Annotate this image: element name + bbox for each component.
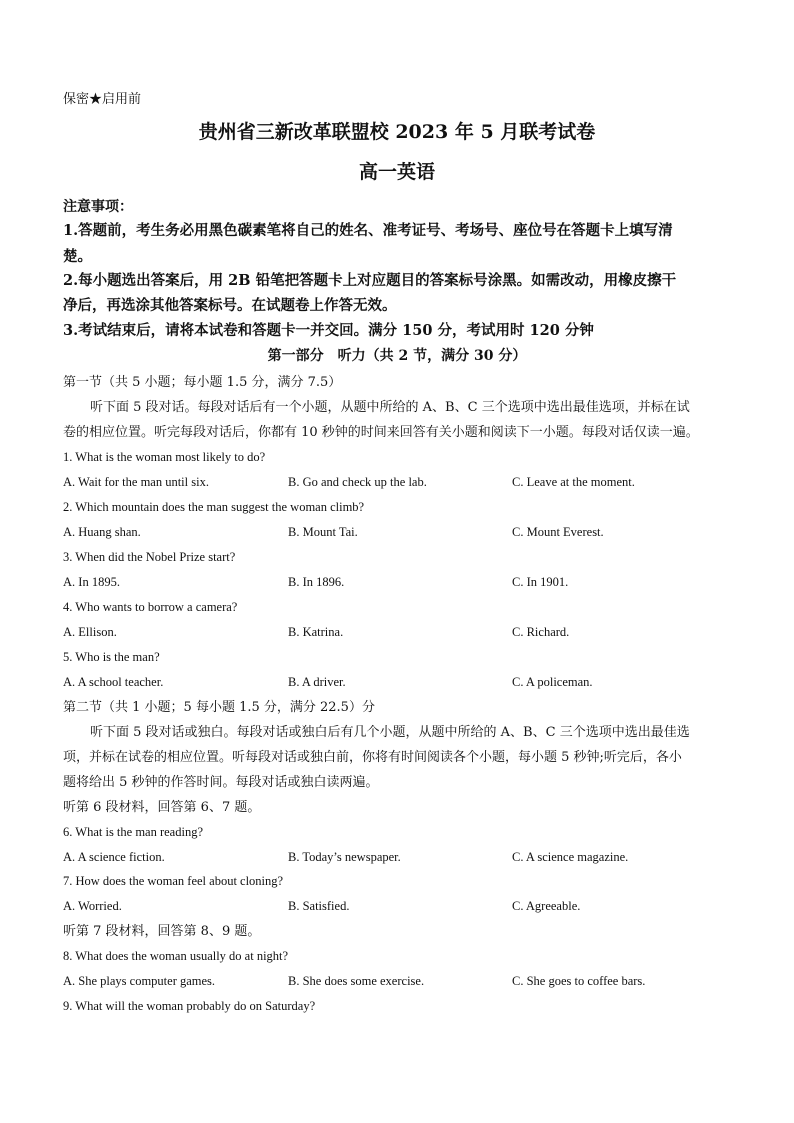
question-1-option-a: A. Wait for the man until six. [63,475,209,489]
question-3-option-c: C. In 1901. [512,575,569,589]
question-7: 7. How does the woman feel about cloning? [63,874,284,888]
question-7-option-c: C. Agreeable. [512,899,581,913]
question-2-option-c: C. Mount Everest. [512,525,604,539]
question-2: 2. Which mountain does the man suggest the woman climb? [63,500,365,514]
exam-subject: 高一英语 [358,161,435,183]
section-2-instructions-line-2: 项，并标在试卷的相应位置。听每段对话或独白前，你将有时间阅读各个小题，每小题 5 秒钟;听完后，各小 [63,750,682,765]
question-9: 9. What will the woman probably do on Saturday? [63,999,316,1013]
question-5-option-b: B. A driver. [288,675,346,689]
part-1-heading: 第一部分 听力（共 2 节，满分 30 分） [267,348,527,364]
material-6-instruction: 听第 6 段材料，回答第 6、7 题。 [63,800,261,815]
section-2-instructions-line-1: 听下面 5 段对话或独白。每段对话或独白后有几个小题，从题中所给的 A、B、C 三个选项中选出最佳选 [90,725,690,740]
question-8: 8. What does the woman usually do at night? [63,949,289,963]
confidential-label: 保密★启用前 [63,92,142,107]
section-1-heading: 第一节（共 5 小题；每小题 1.5 分，满分 7.5） [63,375,342,390]
note-2-line-1: 2.每小题选出答案后，用 2B 铅笔把答题卡上对应题目的答案标号涂黑。如需改动，用橡皮擦干 [63,272,677,289]
question-8-option-c: C. She goes to coffee bars. [512,974,646,988]
question-2-option-b: B. Mount Tai. [288,525,358,539]
note-3: 3.考试结束后，请将本试卷和答题卡一并交回。满分 150 分，考试用时 120 分钟 [63,322,594,339]
question-1: 1. What is the woman most likely to do? [63,450,266,464]
question-3-option-a: A. In 1895. [63,575,120,589]
question-7-option-a: A. Worried. [63,899,122,913]
section-2-instructions-line-3: 题将给出 5 秒钟的作答时间。每段对话或独白读两遍。 [63,775,379,790]
material-7-instruction: 听第 7 段材料，回答第 8、9 题。 [63,924,261,939]
question-4-option-b: B. Katrina. [288,625,344,639]
note-2-line-2: 净后，再选涂其他答案标号。在试题卷上作答无效。 [63,297,397,314]
note-1-line-1: 1.答题前，考生务必用黑色碳素笔将自己的姓名、准考证号、考场号、座位号在答题卡上填写清 [63,222,673,239]
question-1-option-b: B. Go and check up the lab. [288,475,427,489]
note-1-line-2: 楚。 [63,248,92,265]
question-8-option-b: B. She does some exercise. [288,974,425,988]
question-2-option-a: A. Huang shan. [63,525,141,539]
question-4-option-c: C. Richard. [512,625,570,639]
section-2-heading: 第二节（共 1 小题；5 每小题 1.5 分，满分 22.5）分 [63,700,375,715]
question-5-option-a: A. A school teacher. [63,675,164,689]
question-6-option-a: A. A science fiction. [63,850,165,864]
question-1-option-c: C. Leave at the moment. [512,475,635,489]
question-4-option-a: A. Ellison. [63,625,117,639]
question-7-option-b: B. Satisfied. [288,899,350,913]
question-3-option-b: B. In 1896. [288,575,345,589]
question-5-option-c: C. A policeman. [512,675,593,689]
question-6-option-b: B. Today’s newspaper. [288,850,401,864]
question-6: 6. What is the man reading? [63,825,204,839]
notes-heading: 注意事项： [63,199,133,215]
section-1-instructions-line-1: 听下面 5 段对话。每段对话后有一个小题，从题中所给的 A、B、C 三个选项中选出最佳选项，并标在试 [90,400,690,415]
question-4: 4. Who wants to borrow a camera? [63,600,238,614]
question-6-option-c: C. A science magazine. [512,850,629,864]
section-1-instructions-line-2: 卷的相应位置。听完每段对话后，你都有 10 秒钟的时间来回答有关小题和阅读下一小题。每段对话仅读一遍。 [63,425,699,440]
question-5: 5. Who is the man? [63,650,160,664]
exam-title: 贵州省三新改革联盟校 2023 年 5 月联考试卷 [198,121,596,143]
question-3: 3. When did the Nobel Prize start? [63,550,236,564]
question-8-option-a: A. She plays computer games. [63,974,216,988]
